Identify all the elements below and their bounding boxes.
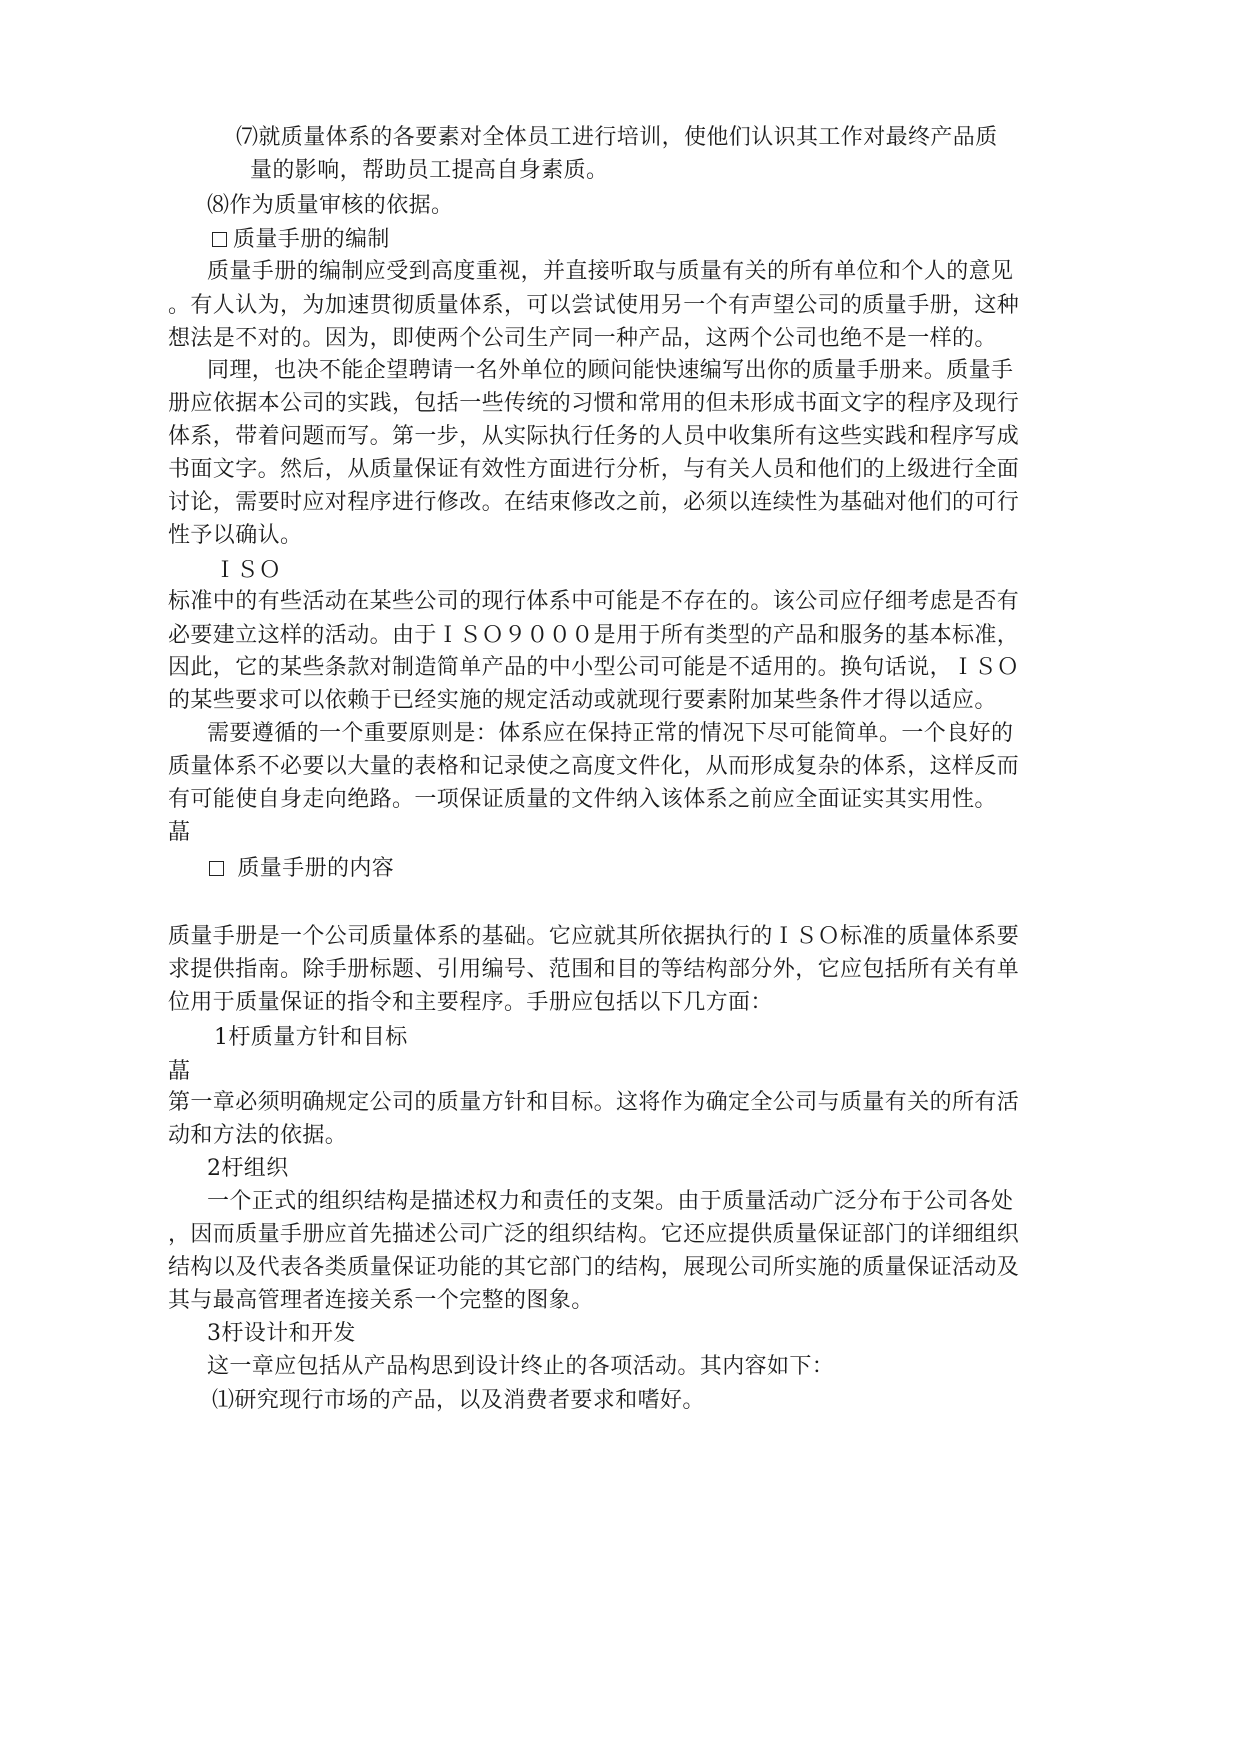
text-line: 需要遵循的一个重要原则是：体系应在保持正常的情况下尽可能简单。一个良好的 <box>207 721 1014 746</box>
text-line: 的某些要求可以依赖于已经实施的规定活动或就现行要素附加某些条件才得以适应。 <box>168 688 997 713</box>
section-heading-text: 质量手册的编制 <box>233 227 390 252</box>
text-line: 讨论，需要时应对程序进行修改。在结束修改之前，必须以连续性为基础对他们的可行 <box>168 490 1020 515</box>
text-line: ⑺就质量体系的各要素对全体员工进行培训，使他们认识其工作对最终产品质 <box>236 125 998 150</box>
text-line: 书面文字。然后，从质量保证有效性方面进行分析，与有关人员和他们的上级进行全面 <box>168 457 1020 482</box>
subsection-heading: 1杅质量方针和目标 <box>214 1025 408 1050</box>
text-line: 其与最高管理者连接关系一个完整的图象。 <box>168 1288 594 1313</box>
text-line: 册应依据本公司的实践，包括一些传统的习惯和常用的但未形成书面文字的程序及现行 <box>168 391 1020 416</box>
text-line: 必要建立这样的活动。由于ＩＳＯ９０００是用于所有类型的产品和服务的基本标准， <box>168 623 1020 648</box>
text-line: 同理，也决不能企望聘请一名外单位的顾问能快速编写出你的质量手册来。质量手 <box>207 358 1014 383</box>
section-heading <box>212 226 390 254</box>
text-line: 想法是不对的。因为，即使两个公司生产同一种产品，这两个公司也绝不是一样的。 <box>168 326 997 351</box>
section-heading-text: 质量手册的内容 <box>237 856 395 881</box>
text-line: 标准中的有些活动在某些公司的现行体系中可能是不存在的。该公司应仔细考虑是否有 <box>168 589 1020 614</box>
text-line: 。有人认为，为加速贯彻质量体系，可以尝试使用另一个有声望公司的质量手册，这种 <box>168 293 1020 318</box>
text-line: ⑻作为质量审核的依据。 <box>207 193 454 218</box>
checkbox-square-icon <box>209 861 224 876</box>
text-line: 动和方法的依据。 <box>168 1123 348 1148</box>
text-line: 有可能使自身走向绝路。一项保证质量的文件纳入该体系之前应全面证实其实用性。 <box>168 787 997 812</box>
text-line: 体系，带着问题而写。第一步，从实际执行任务的人员中收集所有这些实践和程序写成 <box>168 424 1020 449</box>
text-line: ，因而质量手册应首先描述公司广泛的组织结构。它还应提供质量保证部门的详细组织 <box>168 1222 1020 1247</box>
text-line: 量的影响，帮助员工提高自身素质。 <box>250 158 609 183</box>
text-line: 求提供指南。除手册标题、引用编号、范围和目的等结构部分外，它应包括所有关有单 <box>168 957 1020 982</box>
text-line: 这一章应包括从产品构思到设计终止的各项活动。其内容如下： <box>207 1354 835 1379</box>
subsection-heading: 2杅组织 <box>207 1156 289 1181</box>
text-line: ⑴研究现行市场的产品，以及消费者要求和嗜好。 <box>212 1388 705 1413</box>
text-line: 因此，它的某些条款对制造简单产品的中小型公司可能是不适用的。换句话说，ＩＳＯ <box>168 655 1020 680</box>
text-line: 位用于质量保证的指令和主要程序。手册应包括以下几方面： <box>168 990 773 1015</box>
text-line: 第一章必须明确规定公司的质量方针和目标。这将作为确定全公司与质量有关的所有活 <box>168 1090 1020 1115</box>
checkbox-square-icon <box>212 232 227 247</box>
text-line: 质量手册是一个公司质量体系的基础。它应就其所依据执行的ＩＳＯ标准的质量体系要 <box>168 924 1020 949</box>
text-line: 性予以确认。 <box>168 523 303 548</box>
text-line: 质量体系不必要以大量的表格和记录使之高度文件化，从而形成复杂的体系，这样反而 <box>168 754 1020 779</box>
text-line: 结构以及代表各类质量保证功能的其它部门的结构，展现公司所实施的质量保证活动及 <box>168 1255 1020 1280</box>
text-line: 质量手册的编制应受到高度重视，并直接听取与质量有关的所有单位和个人的意见 <box>207 259 1014 284</box>
text-line: 蕌 <box>168 1059 191 1084</box>
text-line: 蕌 <box>168 820 191 845</box>
text-line: ＩＳＯ <box>214 558 282 583</box>
text-line: 一个正式的组织结构是描述权力和责任的支架。由于质量活动广泛分布于公司各处 <box>207 1189 1014 1214</box>
section-heading <box>209 855 394 883</box>
subsection-heading: 3杅设计和开发 <box>207 1321 356 1346</box>
